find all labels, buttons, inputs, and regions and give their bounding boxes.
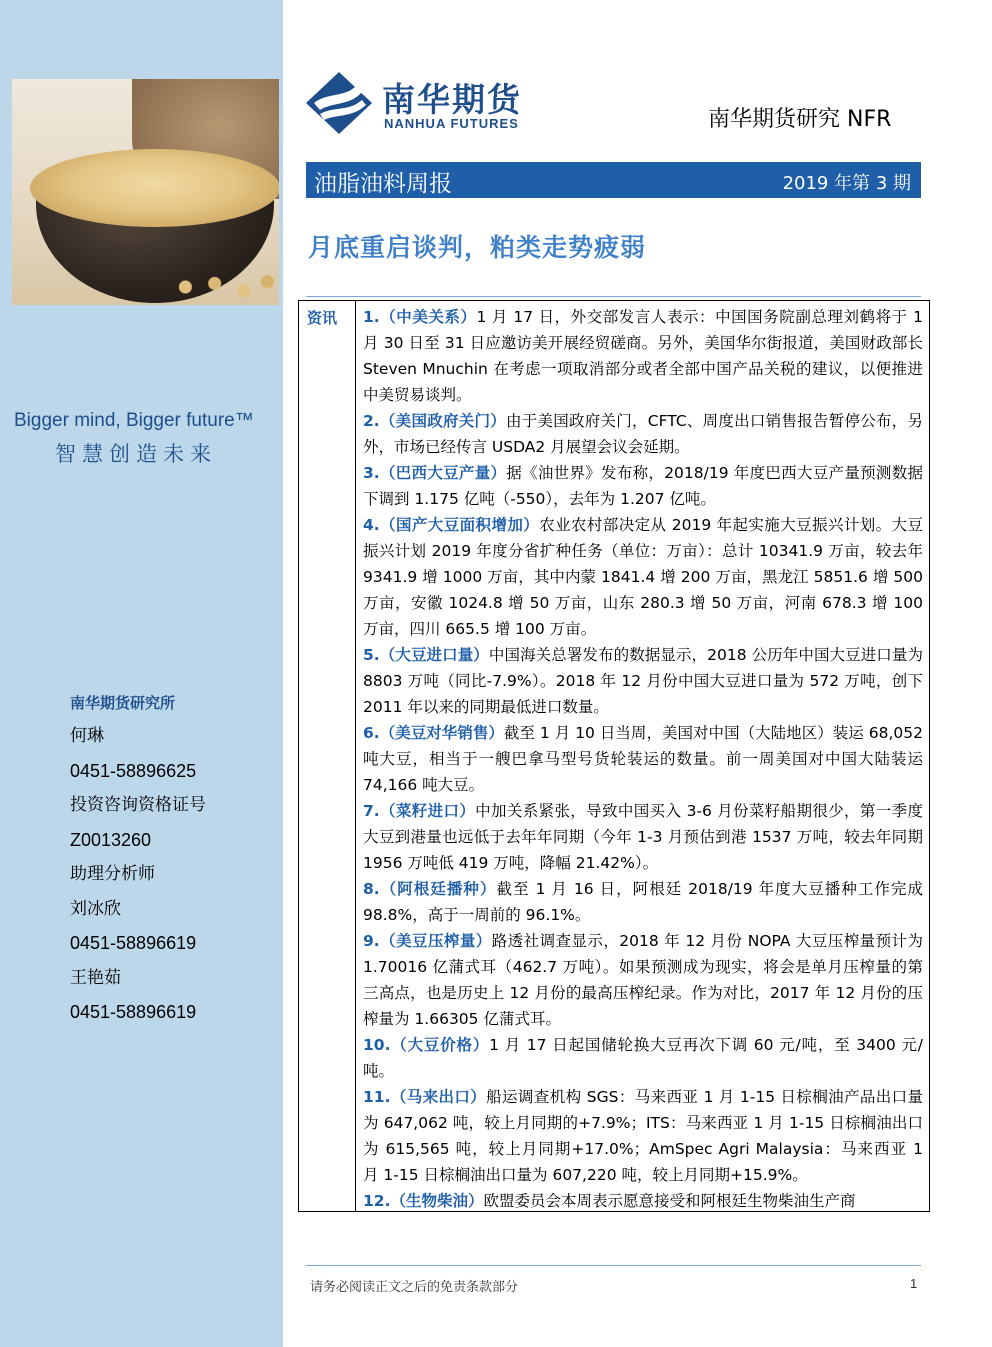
news-item-head: 5.（大豆进口量） (363, 646, 489, 664)
logo-english-name: NANHUA FUTURES (384, 116, 519, 131)
news-item-head: 8.（阿根廷播种） (363, 880, 497, 898)
contact-line: 助理分析师 (70, 864, 155, 884)
sidebar (0, 0, 283, 1347)
news-item-body: 1 月 17 日起国储轮换大豆再次下调 60 元/吨，至 3400 元/吨。 (363, 1036, 923, 1080)
logo-chinese-name: 南华期货 (382, 80, 522, 119)
news-item (363, 460, 923, 512)
category-cell (299, 301, 356, 1211)
news-item (363, 1188, 923, 1212)
news-item-head: 3.（巴西大豆产量） (363, 464, 507, 482)
page-number: 1 (910, 1276, 918, 1291)
news-item (363, 512, 923, 642)
news-item-head: 6.（美豆对华销售） (363, 724, 504, 742)
news-item-body: 中国海关总署发布的数据显示，2018 公历年中国大豆进口量为 8803 万吨（同比-7.9%）。2018 年 12 月份中国大豆进口量为 572 万吨，创下 2011 年以来的同期最低进口数量。 (363, 646, 923, 716)
news-item (363, 720, 923, 798)
report-title-bar (306, 162, 921, 198)
news-item-head: 10.（大豆价格） (363, 1036, 490, 1054)
institute-name: 南华期货研究所 (70, 694, 176, 712)
report-issue: 2019 年第 3 期 (782, 173, 911, 194)
news-item (363, 1032, 923, 1084)
news-item-head: 9.（美豆压榨量） (363, 932, 492, 950)
news-item (363, 304, 923, 408)
news-items (363, 304, 923, 1212)
disclaimer: 请务必阅读正文之后的免责条款部分 (310, 1280, 519, 1295)
slogan-english: Bigger mind, Bigger future™ (14, 410, 254, 431)
news-item (363, 876, 923, 928)
news-item-body: 由于美国政府关门，CFTC、周度出口销售报告暂停公布，另外，市场已经传言 USDA2 月展望会议会延期。 (363, 412, 923, 456)
news-item (363, 798, 923, 876)
headline: 月底重启谈判，粕类走势疲弱 (308, 233, 647, 262)
news-item-head: 1.（中美关系） (363, 308, 477, 326)
nanhua-logo-icon (306, 72, 372, 134)
news-item-head: 12.（生物柴油） (363, 1192, 484, 1210)
news-item-head: 7.（菜籽进口） (363, 802, 476, 820)
contact-line: 投资咨询资格证号 (70, 795, 206, 815)
news-item-body: 据《油世界》发布称，2018/19 年度巴西大豆产量预测数据下调到 1.175 亿吨（-550），去年为 1.207 亿吨。 (363, 464, 923, 508)
news-item-head: 2.（美国政府关门） (363, 412, 506, 430)
news-item-body: 欧盟委员会本周表示愿意接受和阿根廷生物柴油生产商 (483, 1192, 856, 1210)
contact-line: 0451-58896625 (70, 760, 197, 781)
news-item-body: 中加关系紧张，导致中国买入 3-6 月份菜籽船期很少，第一季度大豆到港量也远低于去年年同期（今年 1-3 月预估到港 1537 万吨，较去年同期 1956 万吨低 419 万吨，降幅 21.42%）。 (363, 802, 923, 872)
news-item (363, 1084, 923, 1188)
news-item (363, 408, 923, 460)
scattered-beans-image (162, 269, 279, 305)
contact-line: 王艳茹 (70, 967, 121, 988)
category-label: 资讯 (307, 309, 338, 327)
news-item (363, 642, 923, 720)
news-item-body: 截至 1 月 10 日当周，美国对中国（大陆地区）装运 68,052 吨大豆，相当于一艘巴拿马型号货轮装运的数量。前一周美国对中国大陆装运 74,166 吨大豆。 (363, 724, 923, 794)
soybean-bowl-photo (12, 79, 279, 305)
contact-line: 刘冰欣 (70, 898, 121, 919)
contact-line: 何琳 (70, 726, 104, 746)
soybeans-image (30, 149, 279, 227)
contact-line: 0451-58896619 (70, 1002, 197, 1022)
news-item-body: 农业农村部决定从 2019 年起实施大豆振兴计划。大豆振兴计划 2019 年度分省扩种任务（单位：万亩）：总计 10341.9 万亩，较去年 9341.9 增 1000 万亩，其中内蒙 1841.4 增 200 万亩，黑龙江 5851.6 增 500 万亩，安徽 1024.8 增 50 万亩，山东 280.3 增 50 万亩，河南 678.3 增 100 万亩，四川 665.5 增 100 万亩。 (363, 516, 923, 638)
research-label: 南华期货研究 NFR (708, 107, 892, 132)
news-item-head: 11.（马来出口） (363, 1088, 487, 1106)
divider (306, 296, 921, 297)
news-item-body: 截至 1 月 16 日，阿根廷 2018/19 年度大豆播种工作完成 98.8%，高于一周前的 96.1%。 (363, 880, 923, 924)
company-logo (306, 72, 536, 134)
analyst-contacts (70, 692, 270, 1030)
report-name: 油脂油料周报 (314, 171, 452, 197)
news-item-body: 船运调查机构 SGS：马来西亚 1 月 1-15 日棕榈油产品出口量为 647,062 吨，较上月同期的+7.9%；ITS：马来西亚 1 月 1-15 日棕榈油出口为 615,565 吨，较上月同期+17.0%；AmSpec Agri Malaysia：马来西亚 1 月 1-15 日棕榈油出口量为 607,220 吨，较上月同期+15.9%。 (363, 1088, 923, 1184)
news-item-head: 4.（国产大豆面积增加） (363, 516, 540, 534)
news-item-body: 1 月 17 日，外交部发言人表示：中国国务院副总理刘鹤将于 1 月 30 日至 31 日应邀访美开展经贸磋商。另外，美国华尔街报道，美国财政部长 Steven Mnuchin 在考虑一项取消部分或者全部中国产品关税的建议，以便推进中美贸易谈判。 (363, 308, 923, 404)
slogan-chinese: 智慧创造未来 (55, 442, 217, 466)
news-item-body: 路透社调查显示，2018 年 12 月份 NOPA 大豆压榨量预计为 1.70016 亿蒲式耳（462.7 万吨）。如果预测成为现实，将会是单月压榨量的第三高点，也是历史上 12 月份的最高压榨纪录。作为对比，2017 年 12 月份的压榨量为 1.66305 亿蒲式耳。 (363, 932, 923, 1028)
contact-line: Z0013260 (70, 829, 152, 850)
footer-divider (306, 1265, 921, 1266)
news-table (298, 300, 930, 1212)
news-item (363, 928, 923, 1032)
contact-line: 0451-58896619 (70, 933, 197, 953)
